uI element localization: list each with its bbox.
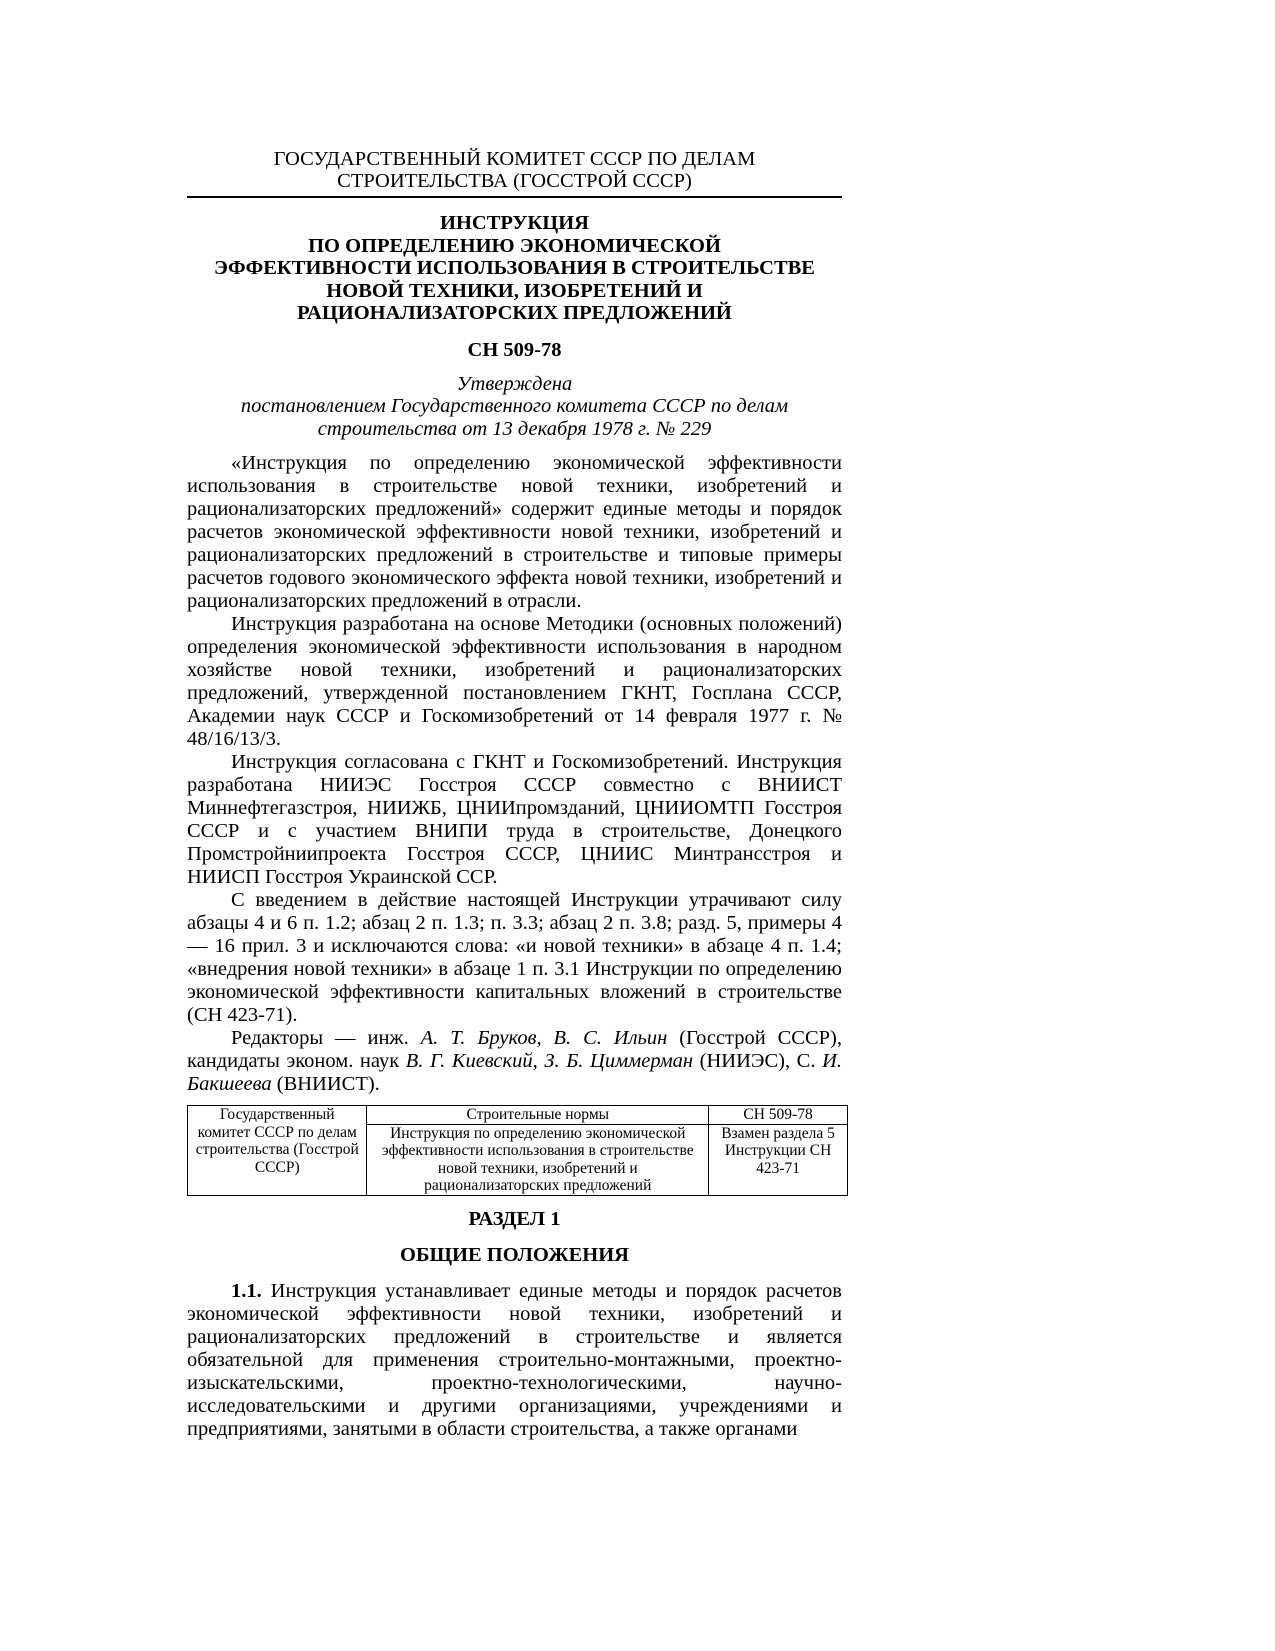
editors-paragraph	[187, 1027, 842, 1096]
replaces-cell: Взамен раздела 5 Инструкции СН 423-71	[709, 1124, 848, 1195]
title-line-1: ИНСТРУКЦИЯ	[440, 212, 589, 234]
paragraph-1: «Инструкция по определению экономической эффективности использования в строительстве новой техники, изобретений и рационализаторских предложений» содержит единые методы и порядок расчетов экономической эффективности новой техники, изобретений и рационализаторских предложений в строительстве и типовые примеры расчетов годового экономического эффекта новой техники, изобретений и рационализаторских предложений в отрасли.	[187, 452, 842, 612]
document-code: СН 509-78	[467, 338, 562, 361]
document-info-table	[187, 1105, 848, 1196]
agency-line-2: СТРОИТЕЛЬСТВА (ГОССТРОЙ СССР)	[337, 170, 692, 192]
approval-line-3: строительства от 13 декабря 1978 г. № 229	[317, 417, 712, 440]
editors-text-3: (НИИЭС), С.	[693, 1050, 823, 1072]
section-number: РАЗДЕЛ 1	[468, 1207, 561, 1230]
preamble	[187, 452, 842, 1096]
section-title: ОБЩИЕ ПОЛОЖЕНИЯ	[400, 1243, 629, 1266]
editors-text-2: (Госстрой СССР), кандидаты эконом. наук	[187, 1027, 842, 1072]
clause-text: Инструкция устанавливает единые методы и порядок расчетов экономической эффективности новой техники, изобретений и рационализаторских предложений в строительстве и является обязательной для применения строительно-монтажными, проектно-изыскательскими, проектно-технологическими, научно-исследовательскими и другими организациями, учреждениями и предприятиями, занятыми в области строительства, а также органами	[187, 1279, 842, 1440]
issuer-line-2: комитет СССР по делам строительства (Госстрой СССР)	[195, 1123, 359, 1176]
approval-line-1: Утверждена	[456, 372, 573, 395]
norms-type-cell: Строительные нормы	[367, 1106, 709, 1125]
paragraph-4: С введением в действие настоящей Инструкции утрачивают силу абзацы 4 и 6 п. 1.2; абзац 2 п. 1.3; п. 3.3; абзац 2 п. 3.8; разд. 5, примеры 4 — 16 прил. 3 и исключаются слова: «и новой техники» в абзаце 4 п. 1.4; «внедрения новой техники» в абзаце 1 п. 3.1 Инструкции по определению экономической эффективности капитальных вложений в строительстве (СН 423-71).	[187, 889, 842, 1026]
editors-text-4: (ВНИИСТ).	[271, 1073, 380, 1095]
norms-code-cell: СН 509-78	[709, 1106, 848, 1125]
approval-line-2: постановлением Государственного комитета СССР по делам	[240, 395, 789, 417]
approval-note	[187, 373, 842, 441]
section-body	[187, 1280, 842, 1441]
agency-line-1: ГОСУДАРСТВЕННЫЙ КОМИТЕТ СССР ПО ДЕЛАМ	[273, 148, 756, 170]
document-page	[187, 148, 842, 1441]
title-line-5: РАЦИОНАЛИЗАТОРСКИХ ПРЕДЛОЖЕНИЙ	[297, 302, 732, 324]
clause-number: 1.1.	[231, 1279, 262, 1302]
title-line-4: НОВОЙ ТЕХНИКИ, ИЗОБРЕТЕНИЙ И	[326, 279, 703, 302]
editors-names-1: А. Т. Бруков, В. С. Ильин	[420, 1027, 668, 1049]
header-rule	[187, 196, 842, 198]
issuer-line-1: Государственный	[219, 1106, 335, 1123]
document-title	[187, 212, 842, 325]
editors-names-2: В. Г. Киевский, З. Б. Циммерман	[405, 1050, 694, 1072]
editors-names-3: И. Бакшеева	[187, 1050, 842, 1095]
table-row	[188, 1106, 848, 1125]
clause-1-1	[187, 1280, 842, 1441]
paragraph-2: Инструкция разработана на основе Методики (основных положений) определения экономической эффективности использования в народном хозяйстве новой техники, изобретений и рационализаторских предложений, утвержденной постановлением ГКНТ, Госплана СССР, Академии наук СССР и Госкомизобретений от 14 февраля 1977 г. № 48/16/13/3.	[187, 613, 842, 750]
paragraph-3: Инструкция согласована с ГКНТ и Госкомизобретений. Инструкция разработана НИИЭС Госстроя СССР совместно с ВНИИСТ Миннефтегазстроя, НИИЖБ, ЦНИИпромзданий, ЦНИИОМТП Госстроя СССР и с участием ВНИПИ труда в строительстве, Донецкого Промстройниипроекта Госстроя СССР, ЦНИИС Минтрансстроя и НИИСП Госстроя Украинской ССР.	[187, 751, 842, 888]
norms-title-cell: Инструкция по определению экономической эффективности использования в строительстве новой техники, изобретений и рационализаторских предложений	[367, 1124, 709, 1195]
issuer-cell	[188, 1106, 367, 1196]
title-line-3: ЭФФЕКТИВНОСТИ ИСПОЛЬЗОВАНИЯ В СТРОИТЕЛЬСТВЕ	[214, 257, 815, 279]
editors-text-1: Редакторы — инж.	[231, 1027, 421, 1049]
title-line-2: ПО ОПРЕДЕЛЕНИЮ ЭКОНОМИЧЕСКОЙ	[308, 234, 721, 257]
agency-header	[187, 148, 842, 192]
